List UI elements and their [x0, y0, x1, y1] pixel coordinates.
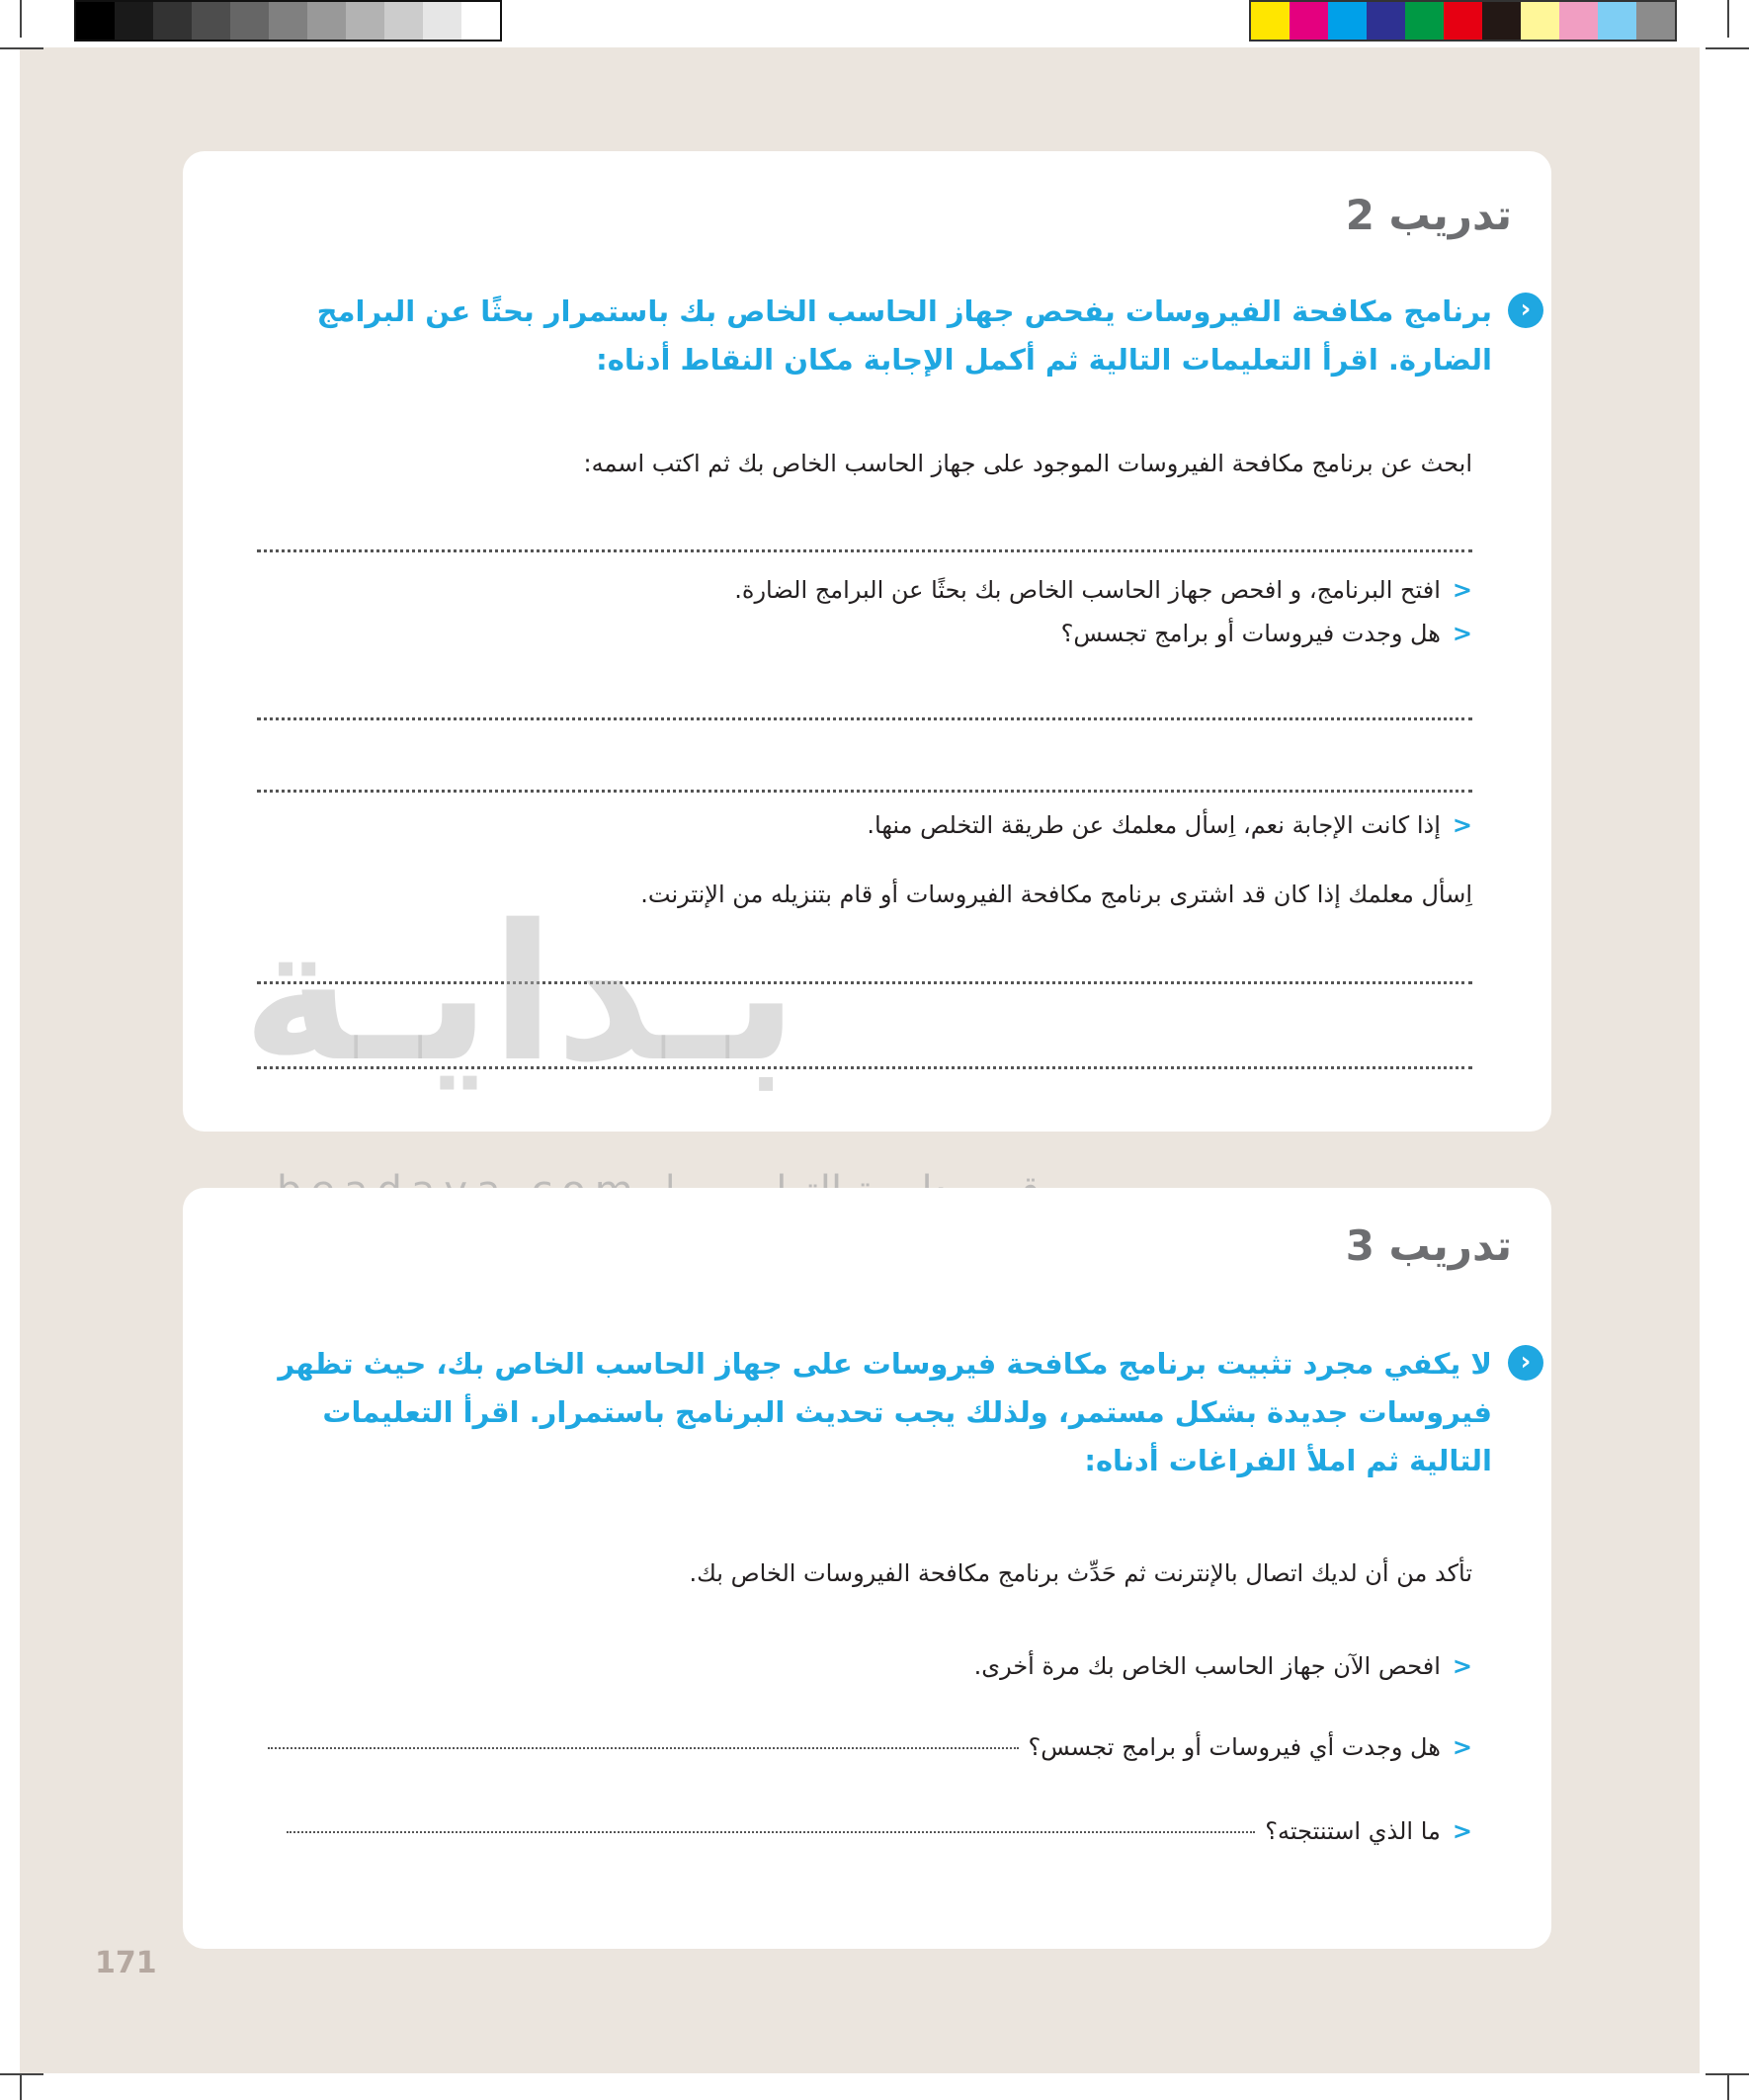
exercise-2-paragraph-1: ابحث عن برنامج مكافحة الفيروسات الموجود على جهاز الحاسب الخاص بك ثم اكتب اسمه: [583, 450, 1472, 477]
exercise-2-task [257, 288, 1532, 384]
answer-line[interactable] [287, 1831, 1255, 1833]
answer-line[interactable] [257, 790, 1472, 793]
color-swatch [1444, 2, 1482, 40]
color-swatch [307, 2, 346, 40]
exercise-3-item-1 [974, 1652, 1472, 1680]
chevron-icon: < [1452, 1733, 1472, 1761]
exercise-3-task [257, 1340, 1532, 1485]
answer-line[interactable] [257, 549, 1472, 552]
exercise-2-title: تدريب 2 [1345, 191, 1512, 239]
item-text: هل وجدت أي فيروسات أو برامج تجسس؟ [1028, 1733, 1441, 1761]
item-text: هل وجدت فيروسات أو برامج تجسس؟ [1060, 620, 1441, 647]
color-swatch [384, 2, 423, 40]
color-swatch [115, 2, 153, 40]
exercise-3-paragraph-1: تأكد من أن لديك اتصال بالإنترنت ثم حَدِّث برنامج مكافحة الفيروسات الخاص بك. [689, 1559, 1472, 1587]
chevron-icon: < [1452, 811, 1472, 839]
color-swatch [1636, 2, 1675, 40]
crop-mark [1727, 0, 1729, 38]
crop-mark [0, 47, 43, 49]
item-text: إذا كانت الإجابة نعم، اِسأل معلمك عن طريقة التخلص منها. [867, 811, 1441, 839]
color-swatch [153, 2, 192, 40]
exercise-3-task-text: لا يكفي مجرد تثبيت برنامج مكافحة فيروسات على جهاز الحاسب الخاص بك، حيث تظهر فيروسات جديدة بشكل مستمر، ولذلك يجب تحديث البرنامج باستمرار. اقرأ التعليمات التالية ثم املأ الفراغات أدناه: [278, 1347, 1492, 1477]
color-swatch [1251, 2, 1290, 40]
chevron-icon: < [1452, 1817, 1472, 1845]
color-swatch [1598, 2, 1636, 40]
answer-line[interactable] [257, 717, 1472, 720]
exercise-3-card [183, 1188, 1551, 1949]
crop-mark [0, 2073, 43, 2075]
chevron-icon: < [1452, 576, 1472, 604]
item-text: ما الذي استنتجته؟ [1265, 1817, 1441, 1845]
chevron-circle-icon: ‹ [1508, 1345, 1543, 1381]
exercise-2-item-3 [867, 811, 1472, 839]
chevron-icon: < [1452, 620, 1472, 647]
color-swatch [1290, 2, 1328, 40]
item-text: افتح البرنامج، و افحص جهاز الحاسب الخاص بك بحثًا عن البرامج الضارة. [734, 576, 1441, 604]
crop-mark [1706, 47, 1749, 49]
color-swatch [461, 2, 500, 40]
color-swatch [1482, 2, 1521, 40]
chevron-circle-icon: ‹ [1508, 293, 1543, 328]
exercise-3-item-2 [268, 1733, 1472, 1761]
color-swatch [1559, 2, 1598, 40]
crop-mark [20, 0, 22, 38]
chevron-icon: < [1452, 1652, 1472, 1680]
color-swatch [1328, 2, 1367, 40]
page-number: 171 [95, 1946, 157, 1980]
gray-color-bar [74, 0, 502, 42]
color-swatch [423, 2, 461, 40]
color-swatch [1405, 2, 1444, 40]
exercise-2-item-1 [734, 576, 1472, 604]
item-text: افحص الآن جهاز الحاسب الخاص بك مرة أخرى. [973, 1652, 1441, 1680]
cmyk-color-bar [1249, 0, 1677, 42]
exercise-2-paragraph-2: اِسأل معلمك إذا كان قد اشترى برنامج مكافحة الفيروسات أو قام بتنزيله من الإنترنت. [640, 881, 1472, 908]
exercise-3-item-3 [287, 1817, 1472, 1845]
answer-line[interactable] [268, 1747, 1019, 1749]
exercise-3-title: تدريب 3 [1345, 1221, 1512, 1270]
crop-mark [20, 2073, 22, 2100]
color-swatch [269, 2, 307, 40]
watermark-logo: بـدايـة [242, 884, 798, 1103]
color-swatch [1521, 2, 1559, 40]
color-swatch [192, 2, 230, 40]
color-swatch [1367, 2, 1405, 40]
color-swatch [346, 2, 384, 40]
color-swatch [76, 2, 115, 40]
exercise-2-task-text: برنامج مكافحة الفيروسات يفحص جهاز الحاسب الخاص بك باستمرار بحثًا عن البرامج الضارة. اقرأ التعليمات التالية ثم أكمل الإجابة مكان النقاط أدناه: [316, 294, 1492, 377]
color-swatch [230, 2, 269, 40]
crop-mark [1727, 2073, 1729, 2100]
exercise-2-item-2 [1061, 620, 1472, 647]
